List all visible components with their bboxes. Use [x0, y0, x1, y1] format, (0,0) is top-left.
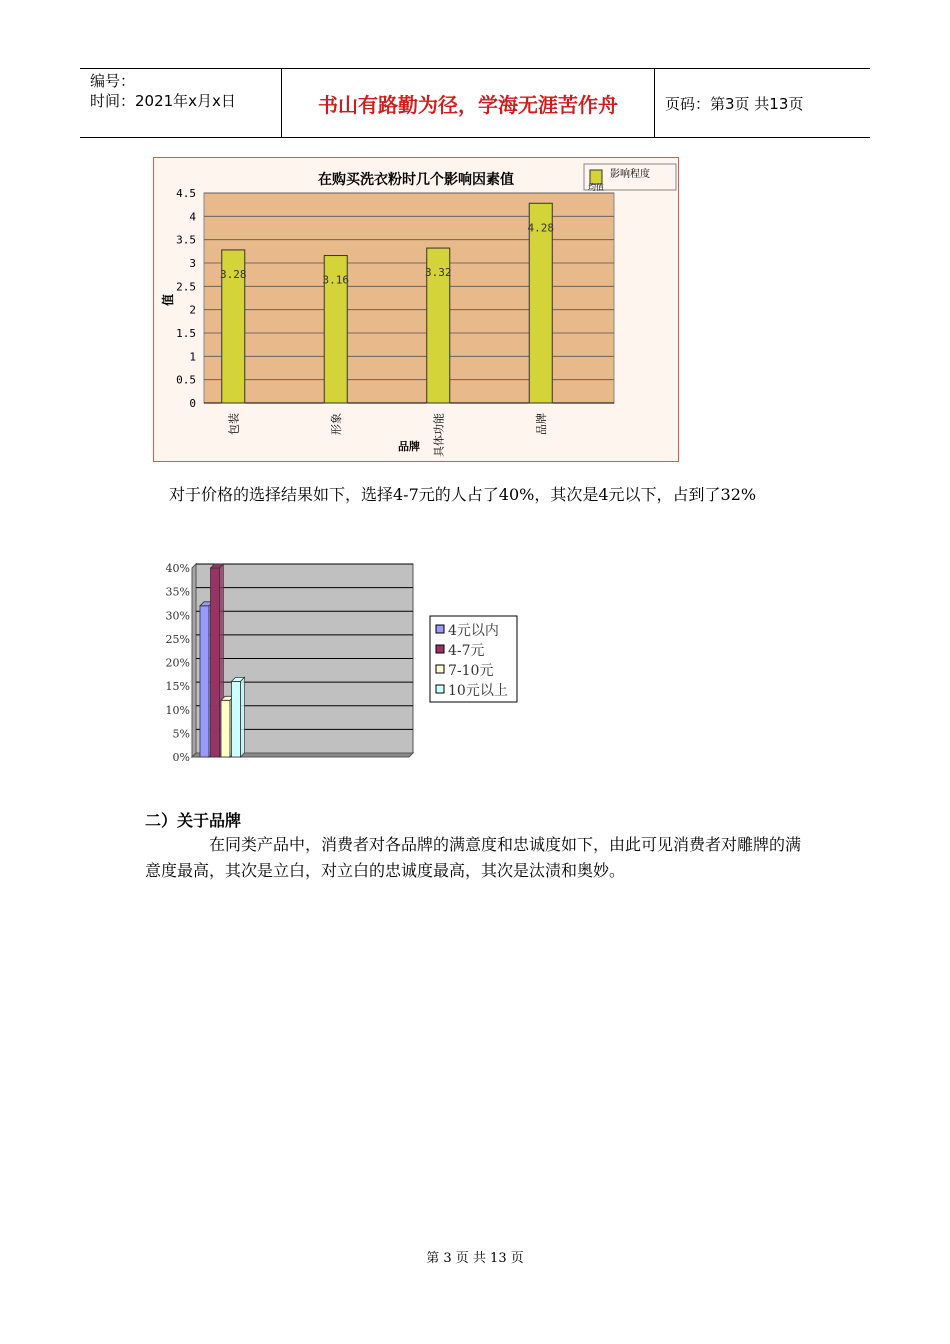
- y-tick-label: 0%: [172, 751, 190, 764]
- x-tick-label: 形象: [329, 413, 343, 435]
- y-tick-label: 1.5: [176, 327, 196, 340]
- header-motto: 书山有路勤为径，学海无涯苦作舟: [282, 69, 655, 137]
- section-heading: 二）关于品牌: [145, 811, 242, 830]
- x-axis-label: 品牌: [398, 440, 420, 453]
- legend-swatch: [436, 625, 444, 633]
- page-info-text: 页码：第3页 共13页: [665, 94, 804, 113]
- y-tick-label: 3.5: [176, 233, 196, 247]
- y-tick-label: 5%: [172, 727, 190, 741]
- side-wall: [192, 564, 196, 757]
- y-tick-label: 10%: [165, 703, 190, 717]
- document-time: 时间：2021年x月x日: [90, 92, 236, 110]
- legend-label: 10元以上: [448, 683, 508, 699]
- legend-swatch: [590, 170, 602, 184]
- y-tick-label: 1: [189, 350, 196, 364]
- header-meta: [80, 69, 282, 137]
- y-tick-label: 2.5: [176, 280, 196, 294]
- y-tick-label: 40%: [165, 562, 190, 575]
- x-tick-label: 包装: [227, 413, 241, 435]
- bar: [211, 568, 220, 757]
- y-tick-label: 3: [189, 257, 196, 270]
- y-tick-label: 25%: [165, 632, 190, 646]
- bar: [221, 700, 230, 757]
- chart-title: 在购买洗衣粉时几个影响因素值: [318, 172, 514, 188]
- influence-chart-svg: [154, 158, 678, 461]
- page-footer: 第 3 页 共 13 页: [426, 1251, 524, 1266]
- legend-swatch: [436, 685, 444, 693]
- price-choice-chart: [160, 556, 520, 766]
- legend-label: 7-10元: [448, 663, 494, 679]
- page-header: [80, 68, 870, 138]
- bar-side: [241, 677, 245, 757]
- legend-swatch: [436, 645, 444, 653]
- bar: [200, 606, 209, 757]
- y-tick-label: 30%: [165, 609, 190, 623]
- data-label: 4.28: [527, 221, 554, 235]
- price-paragraph: 对于价格的选择结果如下，选择4-7元的人占了40%，其次是4元以下，占到了32%: [169, 485, 757, 504]
- legend-label: 影响程度: [610, 169, 650, 180]
- y-tick-label: 4.5: [176, 187, 196, 200]
- brand-paragraph: 在同类产品中，消费者对各品牌的满意度和忠诚度如下，由此可见消费者对雕牌的满意度最高，其次是立白，对立白的忠诚度最高，其次是汰渍和奥妙。: [145, 835, 802, 880]
- y-tick-label: 0: [189, 397, 196, 410]
- y-axis-label: 值: [161, 293, 175, 307]
- data-label: 3.16: [322, 273, 349, 287]
- data-label: 3.28: [220, 267, 247, 281]
- x-tick-label: 具体功能: [432, 413, 446, 457]
- price-chart-svg: [160, 556, 520, 766]
- influence-factor-chart: [153, 157, 679, 462]
- legend-label: 4-7元: [448, 643, 485, 659]
- y-tick-label: 20%: [165, 656, 190, 670]
- legend-extra-label: 均值: [588, 183, 604, 192]
- bar: [232, 681, 241, 757]
- document-number: 编号：: [90, 72, 136, 90]
- x-tick-label: 品牌: [534, 413, 548, 435]
- header-page-info: [655, 69, 870, 137]
- y-tick-label: 35%: [165, 585, 190, 599]
- y-tick-label: 15%: [165, 680, 190, 694]
- legend-label: 4元以内: [448, 623, 499, 639]
- y-tick-label: 0.5: [176, 373, 196, 387]
- y-tick-label: 4: [189, 210, 196, 224]
- y-tick-label: 2: [189, 303, 196, 317]
- legend-swatch: [436, 665, 444, 673]
- data-label: 3.32: [425, 266, 452, 280]
